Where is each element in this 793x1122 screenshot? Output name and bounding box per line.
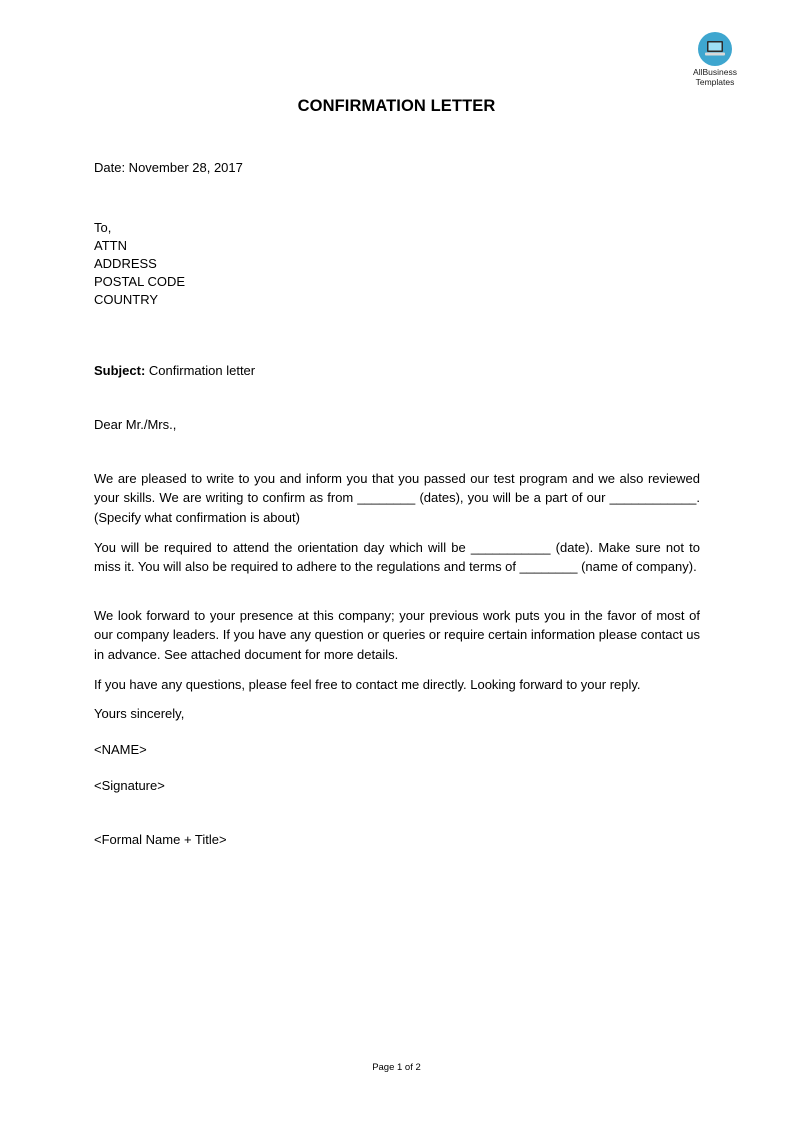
- subject-line: [94, 362, 700, 380]
- logo-brand-line1: AllBusiness: [693, 67, 737, 77]
- subject-label: Subject:: [94, 363, 146, 378]
- recipient-line: ATTN: [94, 238, 127, 253]
- recipient-line: POSTAL CODE: [94, 274, 186, 289]
- closing: [94, 705, 700, 723]
- body-paragraph-4: If you have any questions, please feel free to contact me directly. Looking forward to your reply.: [94, 677, 641, 692]
- name-placeholder: [94, 741, 700, 759]
- name-placeholder-text: <NAME>: [94, 742, 147, 757]
- date-text: Date: November 28, 2017: [94, 160, 243, 175]
- signature-placeholder-text: <Signature>: [94, 778, 165, 793]
- letter-title: CONFIRMATION LETTER: [297, 97, 496, 115]
- recipient-line: To,: [94, 220, 112, 235]
- laptop-icon: [705, 40, 725, 58]
- formal-name-placeholder: [94, 831, 700, 849]
- recipient-address: [94, 219, 700, 309]
- subject-text: Confirmation letter: [145, 363, 256, 378]
- recipient-line: COUNTRY: [94, 292, 159, 307]
- body-paragraph-1: We are pleased to write to you and inform you that you passed our test program and we also reviewed your skills. We are writing to confirm as from ________ (dates), you will be a part of our ____________. (Specify what confirmation is about): [94, 471, 700, 525]
- body-paragraph-2: You will be required to attend the orientation day which will be ___________ (date). Make sure not to miss it. You will also be required to adhere to the regulations and terms of ________ (name of company).: [94, 540, 700, 575]
- logo-brand-line2: Templates: [695, 76, 735, 87]
- brand-logo: [681, 32, 749, 87]
- formal-name-placeholder-text: <Formal Name + Title>: [94, 832, 227, 847]
- salutation-text: Dear Mr./Mrs.,: [94, 417, 177, 432]
- signature-placeholder: [94, 777, 700, 795]
- closing-text: Yours sincerely,: [94, 706, 185, 721]
- logo-badge: [698, 32, 732, 66]
- recipient-line: ADDRESS: [94, 256, 157, 271]
- salutation: [94, 416, 700, 434]
- body-paragraph-3: We look forward to your presence at this company; your previous work puts you in the favor of most of our company leaders. If you have any question or queries or require certain information please contact us in advance. See attached document for more details.: [94, 608, 700, 662]
- letter-date: [94, 159, 700, 177]
- page-number: Page 1 of 2: [372, 1062, 421, 1073]
